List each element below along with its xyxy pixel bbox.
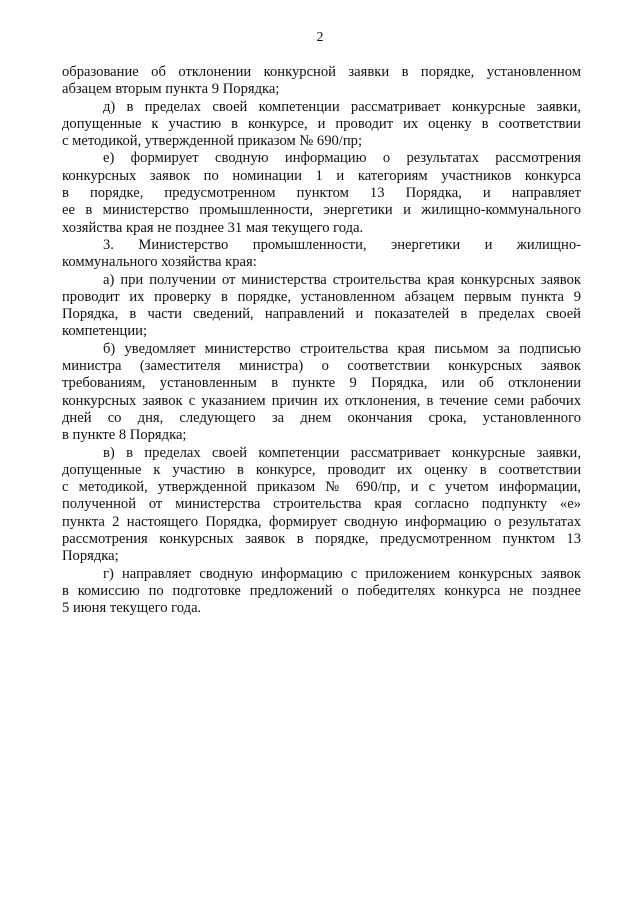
text-line: дней со дня, следующего за днем окончания срока, установленного	[62, 409, 581, 426]
text-line: проводит их проверку в порядке, установленном абзацем первым пункта 9	[62, 288, 581, 305]
text-line: абзацем вторым пункта 9 Порядка;	[62, 81, 280, 98]
text-line: Порядка;	[62, 548, 119, 565]
text-line: в пункте 8 Порядка;	[62, 427, 187, 444]
text-line: в порядке, предусмотренном пунктом 13 Порядка, и направляет	[62, 185, 581, 202]
text-line: г) направляет сводную информацию с приложением конкурсных заявок	[103, 565, 581, 582]
text-line: 3. Министерство промышленности, энергетики и жилищно-	[103, 236, 581, 253]
text-line: в комиссию по подготовке предложений о победителях конкурса не позднее	[62, 582, 581, 599]
text-line: в) в пределах своей компетенции рассматривает конкурсные заявки,	[103, 444, 581, 461]
text-line: ее в министерство промышленности, энергетики и жилищно-коммунального	[62, 202, 581, 219]
text-line: с методикой, утвержденной приказом № 690/пр, и с учетом информации,	[62, 479, 581, 496]
text-line: д) в пределах своей компетенции рассматривает конкурсные заявки,	[103, 98, 581, 115]
text-line: хозяйства края не позднее 31 мая текущего года.	[62, 219, 364, 236]
text-line: Порядка, в части сведений, направлений и показателей в пределах своей	[62, 306, 581, 323]
text-line: образование об отклонении конкурсной заявки в порядке, установленном	[62, 64, 581, 80]
text-line: пункта 2 настоящего Порядка, формирует сводную информацию о результатах	[62, 513, 581, 530]
text-line: допущенные к участию в конкурсе, проводит их оценку в соответствии	[62, 461, 581, 478]
page-number: 2	[316, 30, 324, 45]
text-line: конкурсных заявок по номинации 1 и категориям участников конкурса	[62, 167, 581, 184]
text-line: коммунального хозяйства края:	[62, 254, 257, 271]
text-line: требованиям, установленным в пункте 9 Порядка, или об отклонении	[62, 375, 581, 392]
text-line: с методикой, утвержденной приказом № 690/пр;	[62, 133, 363, 150]
text-line: б) уведомляет министерство строительства края письмом за подписью	[103, 340, 581, 357]
text-line: полученной от министерства строительства края согласно подпункту «е»	[62, 496, 581, 513]
text-line: конкурсных заявок с указанием причин их отклонения, в течение семи рабочих	[62, 392, 581, 409]
text-line: компетенции;	[62, 323, 148, 340]
document-body	[62, 64, 581, 618]
text-line: а) при получении от министерства строительства края конкурсных заявок	[103, 271, 581, 288]
text-line: допущенные к участию в конкурсе, и проводит их оценку в соответствии	[62, 115, 581, 132]
text-line: 5 июня текущего года.	[62, 600, 202, 617]
text-line: рассмотрения конкурсных заявок в порядке, предусмотренном пунктом 13	[62, 531, 581, 548]
text-line: е) формирует сводную информацию о результатах рассмотрения	[103, 150, 581, 167]
text-line: министра (заместителя министра) о соответствии конкурсных заявок	[62, 358, 581, 375]
